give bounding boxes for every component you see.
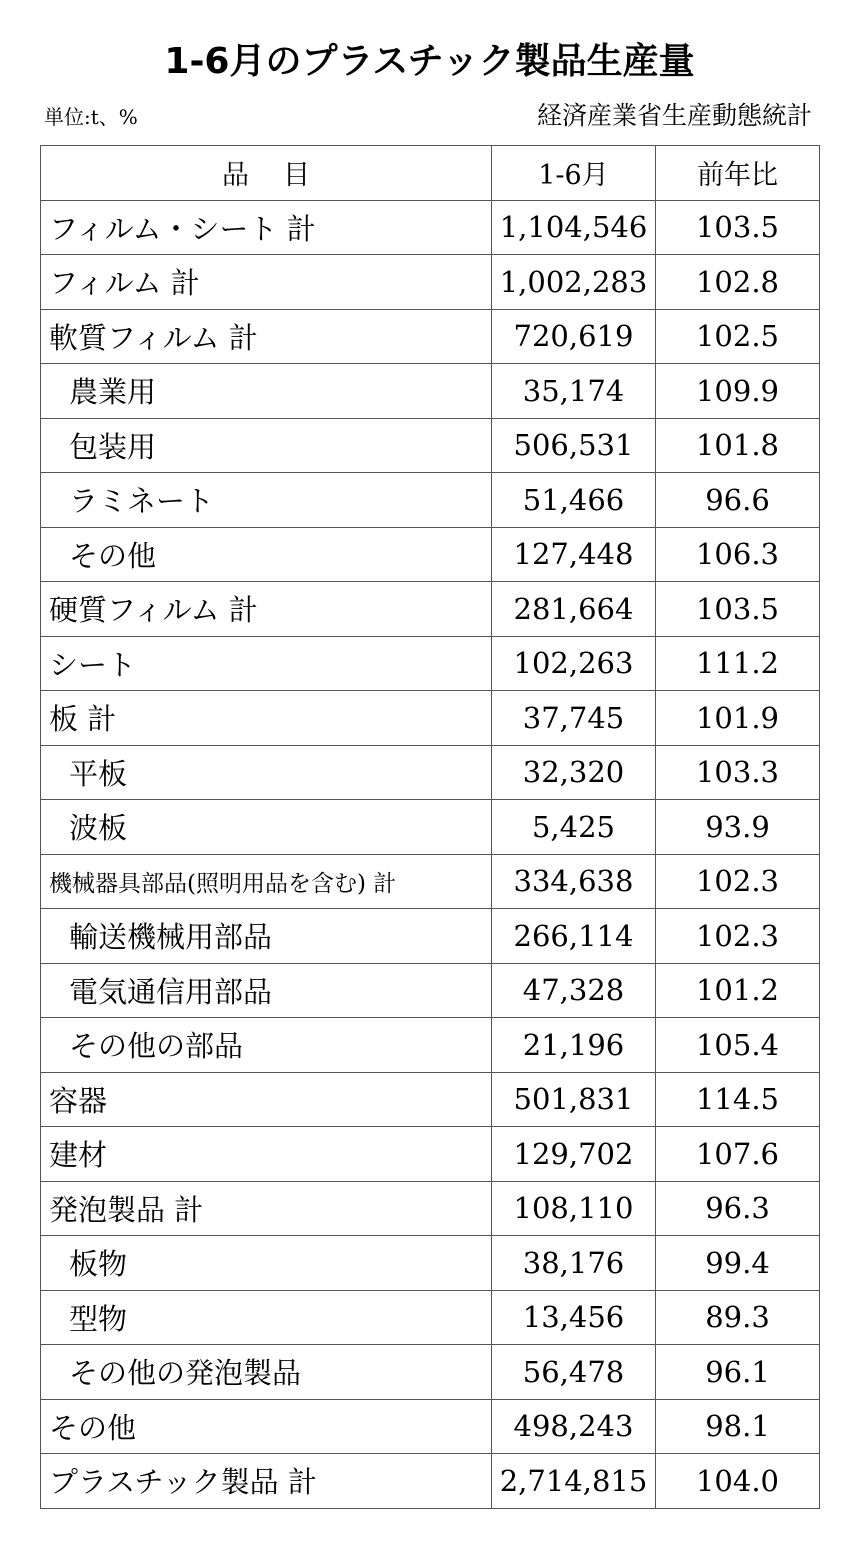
row-yoy: 107.6 (656, 1127, 820, 1182)
row-yoy: 98.1 (656, 1399, 820, 1454)
row-yoy: 103.5 (656, 582, 820, 637)
row-name: その他の発泡製品 (41, 1345, 492, 1400)
row-name: 平板 (41, 745, 492, 800)
row-name: 電気通信用部品 (41, 963, 492, 1018)
row-value: 13,456 (492, 1290, 656, 1345)
row-value: 51,466 (492, 473, 656, 528)
production-table (40, 145, 820, 1509)
table-row (41, 200, 820, 255)
table-row (41, 473, 820, 528)
row-yoy: 96.3 (656, 1181, 820, 1236)
row-name: 輸送機械用部品 (41, 909, 492, 964)
table-row (41, 745, 820, 800)
row-yoy: 114.5 (656, 1072, 820, 1127)
row-value: 2,714,815 (492, 1454, 656, 1509)
row-name: 機械器具部品(照明用品を含む) 計 (41, 854, 492, 909)
table-row (41, 800, 820, 855)
row-yoy: 103.3 (656, 745, 820, 800)
table-row (41, 691, 820, 746)
row-name: 板物 (41, 1236, 492, 1291)
table-row (41, 1072, 820, 1127)
table-row (41, 1127, 820, 1182)
row-yoy: 96.6 (656, 473, 820, 528)
row-name: 発泡製品 計 (41, 1181, 492, 1236)
header-item-char-1: 品 (222, 160, 249, 192)
row-value: 720,619 (492, 309, 656, 364)
row-name: 型物 (41, 1290, 492, 1345)
row-name: 硬質フィルム 計 (41, 582, 492, 637)
row-value: 1,002,283 (492, 255, 656, 310)
row-yoy: 89.3 (656, 1290, 820, 1345)
row-name: その他 (41, 1399, 492, 1454)
table-row (41, 1290, 820, 1345)
row-value: 498,243 (492, 1399, 656, 1454)
table-row (41, 1399, 820, 1454)
unit-label: 単位:t、% (44, 105, 138, 129)
row-name: 波板 (41, 800, 492, 855)
row-value: 37,745 (492, 691, 656, 746)
row-yoy: 104.0 (656, 1454, 820, 1509)
table-row (41, 527, 820, 582)
header-item-char-2: 目 (283, 160, 310, 192)
row-value: 266,114 (492, 909, 656, 964)
table-row (41, 418, 820, 473)
row-yoy: 111.2 (656, 636, 820, 691)
row-yoy: 109.9 (656, 364, 820, 419)
row-yoy: 106.3 (656, 527, 820, 582)
row-yoy: 101.9 (656, 691, 820, 746)
row-value: 506,531 (492, 418, 656, 473)
row-name: ラミネート (41, 473, 492, 528)
row-value: 47,328 (492, 963, 656, 1018)
row-name: 包装用 (41, 418, 492, 473)
table-row (41, 364, 820, 419)
table-row (41, 1345, 820, 1400)
table-row (41, 1181, 820, 1236)
row-yoy: 102.3 (656, 854, 820, 909)
row-yoy: 96.1 (656, 1345, 820, 1400)
row-value: 5,425 (492, 800, 656, 855)
table-row (41, 582, 820, 637)
row-value: 1,104,546 (492, 200, 656, 255)
row-value: 108,110 (492, 1181, 656, 1236)
row-value: 501,831 (492, 1072, 656, 1127)
row-yoy: 101.8 (656, 418, 820, 473)
header-period: 1-6月 (492, 146, 656, 201)
row-value: 334,638 (492, 854, 656, 909)
row-value: 281,664 (492, 582, 656, 637)
row-yoy: 93.9 (656, 800, 820, 855)
row-name: 軟質フィルム 計 (41, 309, 492, 364)
row-value: 32,320 (492, 745, 656, 800)
table-row (41, 909, 820, 964)
table-header-row (41, 146, 820, 201)
row-name: 容器 (41, 1072, 492, 1127)
row-yoy: 99.4 (656, 1236, 820, 1291)
table-row (41, 309, 820, 364)
table-row (41, 636, 820, 691)
row-value: 56,478 (492, 1345, 656, 1400)
row-value: 21,196 (492, 1018, 656, 1073)
header-item (41, 146, 492, 201)
row-yoy: 103.5 (656, 200, 820, 255)
row-name: シート (41, 636, 492, 691)
row-name: 農業用 (41, 364, 492, 419)
row-value: 127,448 (492, 527, 656, 582)
row-yoy: 101.2 (656, 963, 820, 1018)
row-yoy: 102.8 (656, 255, 820, 310)
row-yoy: 102.5 (656, 309, 820, 364)
table-row (41, 255, 820, 310)
table-row (41, 854, 820, 909)
table-row (41, 1018, 820, 1073)
row-name: プラスチック製品 計 (41, 1454, 492, 1509)
row-name: 建材 (41, 1127, 492, 1182)
row-value: 35,174 (492, 364, 656, 419)
table-row (41, 1236, 820, 1291)
row-value: 129,702 (492, 1127, 656, 1182)
row-name: フィルム・シート 計 (41, 200, 492, 255)
source-label: 経済産業省生産動態統計 (536, 101, 812, 130)
table-row (41, 963, 820, 1018)
row-name: 板 計 (41, 691, 492, 746)
row-yoy: 102.3 (656, 909, 820, 964)
row-value: 38,176 (492, 1236, 656, 1291)
row-value: 102,263 (492, 636, 656, 691)
row-name: その他の部品 (41, 1018, 492, 1073)
row-name: その他 (41, 527, 492, 582)
header-yoy: 前年比 (656, 146, 820, 201)
page-title: 1-6月のプラスチック製品生産量 (164, 41, 695, 82)
table-row (41, 1454, 820, 1509)
row-name: フィルム 計 (41, 255, 492, 310)
row-yoy: 105.4 (656, 1018, 820, 1073)
